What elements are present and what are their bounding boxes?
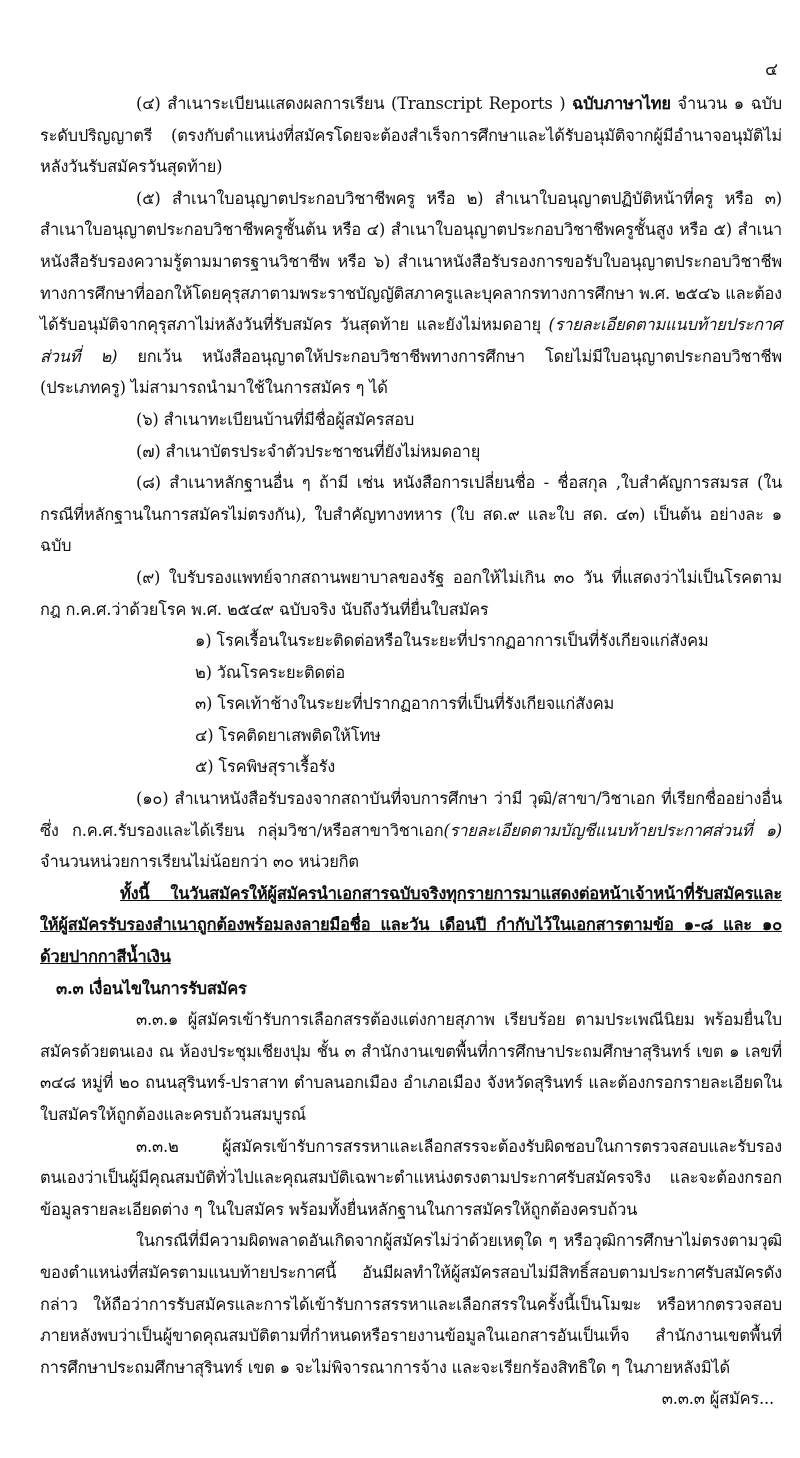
item-4-bold: ฉบับภาษาไทย xyxy=(572,94,671,113)
continuation-marker: ๓.๓.๓ ผู้สมัคร... xyxy=(661,1389,774,1409)
clause-3-3-2: ๓.๓.๒ ผู้สมัครเข้ารับการสรรหาและเลือกสรรจะต้องรับผิดชอบในการตรวจสอบและรับรองตนเองว่าเป็นผู้มีคุณสมบัติทั่วไปและคุณสมบัติเฉพาะตำแหน่งตรงตามประกาศรับสมัครจริง และจะต้องกรอกข้อมูลรายละเอียดต่าง ๆ ในใบสมัคร พร้อมทั้งยื่นหลักฐานในการสมัครให้ถูกต้องครบถ้วน xyxy=(40,1136,782,1219)
item-4-transcript xyxy=(40,88,782,183)
item-8-other-evidence: (๘) สำเนาหลักฐานอื่น ๆ ถ้ามี เช่น หนังสือการเปลี่ยนชื่อ - ชื่อสกุล ,ใบสำคัญการสมรส (ในกรณีที่หลักฐานในการสมัครไม่ตรงกัน), ใบสำคัญทางทหาร (ใบ สด.๙ และใบ สด. ๔๓) เป็นต้น อย่างละ ๑ ฉบับ xyxy=(40,473,782,556)
item-5-text: (๕) สำเนาใบอนุญาตประกอบวิชาชีพครู หรือ ๒) สำเนาใบอนุญาตปฏิบัติหน้าที่ครู หรือ ๓) สำเนาใบอนุญาตประกอบวิชาชีพครูชั้นต้น หรือ ๔) สำเนาใบอนุญาตประกอบวิชาชีพครูชั้นสูง หรือ ๕) สำเนาหนังสือรับรองความรู้ตามมาตรฐานวิชาชีพ หรือ ๖) สำเนาหนังสือรับรองการขอรับใบอนุญาตประกอบวิชาชีพทางการศึกษาที่ออกให้โดยคุรุสภาตามพระราชบัญญัติสภาครูและบุคลากรทางการศึกษา พ.ศ. ๒๕๔๖ และต้องได้รับอนุมัติจากคุรุสภาไม่หลังวันที่รับสมัคร วันสุดท้าย และยังไม่หมดอายุ xyxy=(40,188,782,335)
item-5-license xyxy=(40,183,782,404)
item-5-rest: ยกเว้น หนังสืออนุญาตให้ประกอบวิชาชีพทางการศึกษา โดยไม่มีใบอนุญาตประกอบวิชาชีพ (ประเภทครู) ไม่สามารถนำมาใช้ในการสมัคร ๆ ได้ xyxy=(40,346,782,398)
item-10-institution-certificate xyxy=(40,783,782,878)
item-4-rest: จำนวน ๑ ฉบับ ระดับปริญญาตรี (ตรงกับตำแหน่งที่สมัครโดยจะต้องสำเร็จการศึกษาและได้รับอนุมัติจากผู้มีอำนาจอนุมัติไม่หลังวันรับสมัครวันสุดท้าย) xyxy=(40,94,782,177)
item-7-id-card: (๗) สำเนาบัตรประจำตัวประชาชนที่ยังไม่หมดอายุ xyxy=(136,441,481,461)
disease-1: ๑) โรคเรื้อนในระยะติดต่อหรือในระยะที่ปรากฏอาการเป็นที่รังเกียจแก่สังคม xyxy=(195,631,709,651)
original-documents-notice: ทั้งนี้ ในวันสมัครให้ผู้สมัครนำเอกสารฉบับจริงทุกรายการมาแสดงต่อหน้าเจ้าหน้าที่รับสมัครและให้ผู้สมัครรับรองสำเนาถูกต้องพร้อมลงลายมือชื่อ และวัน เดือนปี กำกับไว้ในเอกสารตามข้อ ๑-๘ และ ๑๐ ด้วยปากกาสีน้ำเงิน xyxy=(40,883,782,967)
section-3-3-heading: ๓.๓ เงื่อนไขในการรับสมัคร xyxy=(56,978,247,998)
document-body xyxy=(40,88,782,1415)
item-9-medical-certificate: (๙) ใบรับรองแพทย์จากสถานพยาบาลของรัฐ ออกให้ไม่เกิน ๓๐ วัน ที่แสดงว่าไม่เป็นโรคตามกฎ ก.ค.ศ.ว่าด้วยโรค พ.ศ. ๒๕๔๙ ฉบับจริง นับถึงวันที่ยื่นใบสมัคร xyxy=(40,567,782,619)
item-5-italic: (รายละเอียดตามแนบท้ายประกาศส่วนที่ ๒) xyxy=(40,315,782,366)
disease-4: ๔) โรคติดยาเสพติดให้โทษ xyxy=(195,725,381,745)
clause-3-3-1: ๓.๓.๑ ผู้สมัครเข้ารับการเลือกสรรต้องแต่งกายสุภาพ เรียบร้อย ตามประเพณีนิยม พร้อมยื่นใบสมัครด้วยตนเอง ณ ห้องประชุมเชียงปุม ชั้น ๓ สำนักงานเขตพื้นที่การศึกษาประถมศึกษาสุรินทร์ เขต ๑ เลขที่ ๓๔๘ หมู่ที่ ๒๐ ถนนสุรินทร์-ปราสาท ตำบลนอกเมือง อำเภอเมือง จังหวัดสุรินทร์ และต้องกรอกรายละเอียดในใบสมัครให้ถูกต้องและครบถ้วนสมบูรณ์ xyxy=(40,1010,782,1124)
item-4-text: (๔) สำเนาระเบียนแสดงผลการเรียน (Transcript Reports ) xyxy=(136,94,573,113)
disease-5: ๕) โรคพิษสุราเรื้อรัง xyxy=(195,757,336,777)
disease-3: ๓) โรคเท้าช้างในระยะที่ปรากฏอาการที่เป็นที่รังเกียจแก่สังคม xyxy=(195,694,615,714)
item-10-text: (๑๐) สำเนาหนังสือรับรองจากสถาบันที่จบการศึกษา ว่ามี วุฒิ/สาขา/วิชาเอก ที่เรียกชื่ออย่างอื่นซึ่ง ก.ค.ศ.รับรองและได้เรียน กลุ่มวิชา/หรือสาขาวิชาเอก xyxy=(40,789,782,840)
item-10-rest: จำนวนหน่วยการเรียนไม่น้อยกว่า ๓๐ หน่วยกิต xyxy=(40,852,359,872)
item-10-italic: (รายละเอียดตามบัญชีแนบท้ายประกาศส่วนที่ ๑) xyxy=(443,820,783,840)
disease-2: ๒) วัณโรคระยะติดต่อ xyxy=(195,662,345,682)
page-number: ๔ xyxy=(765,60,778,80)
item-6-house-registration: (๖) สำเนาทะเบียนบ้านที่มีชื่อผู้สมัครสอบ xyxy=(136,409,415,429)
error-clause: ในกรณีที่มีความผิดพลาดอันเกิดจากผู้สมัครไม่ว่าด้วยเหตุใด ๆ หรือวุฒิการศึกษาไม่ตรงตามวุฒิของตำแหน่งที่สมัครตามแนบท้ายประกาศนี้ อันมีผลทำให้ผู้สมัครสอบไม่มีสิทธิ์สอบตามประกาศรับสมัครดังกล่าว ให้ถือว่าการรับสมัครและการได้เข้ารับการสรรหาและเลือกสรรในครั้งนี้เป็นโมฆะ หรือหากตรวจสอบภายหลังพบว่าเป็นผู้ขาดคุณสมบัติตามที่กำหนดหรือรายงานข้อมูลในเอกสารอันเป็นเท็จ สำนักงานเขตพื้นที่การศึกษาประถมศึกษาสุรินทร์ เขต ๑ จะไม่พิจารณาการจ้าง และจะเรียกร้องสิทธิใด ๆ ในภายหลังมิได้ xyxy=(40,1231,782,1377)
